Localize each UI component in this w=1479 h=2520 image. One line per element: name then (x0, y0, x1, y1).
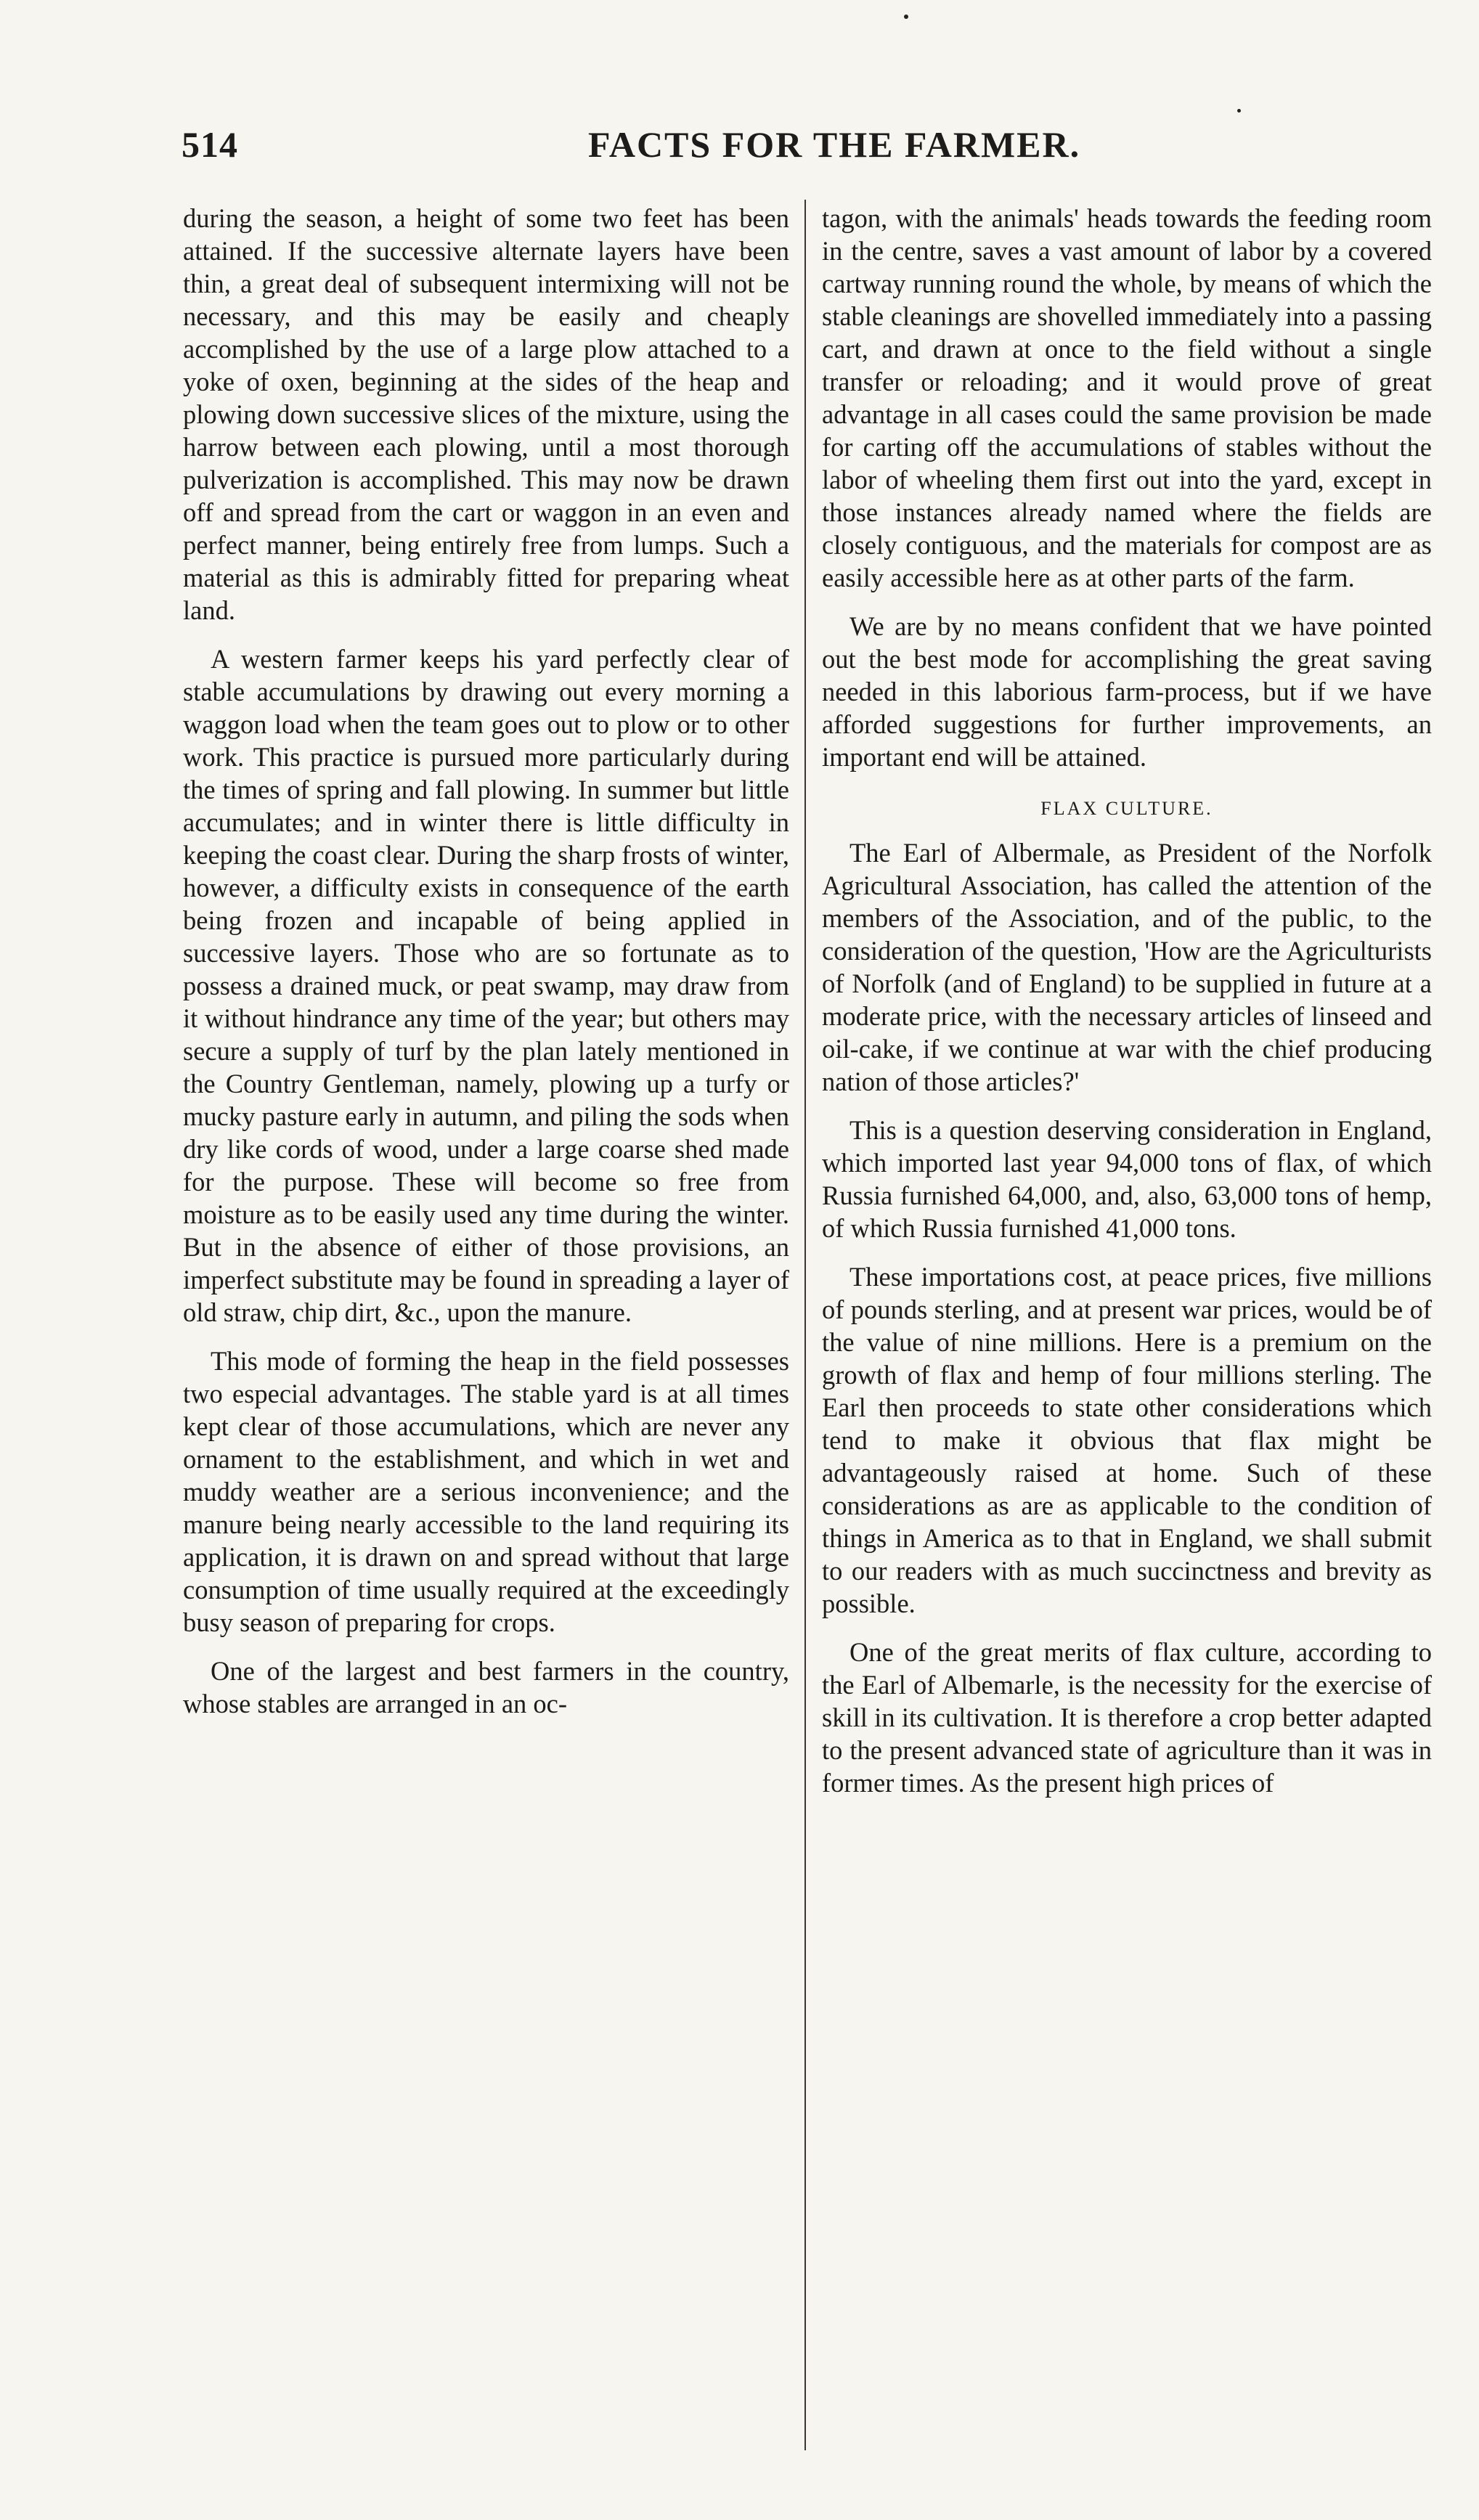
print-speck (904, 15, 908, 19)
page-number: 514 (182, 124, 238, 165)
paragraph: This is a question deserving consideration in England, which imported last year 94,000 tons of flax, of which Russia furnished 64,000, and, also, 63,000 tons of hemp, of which Russia furnished 41,000 tons. (822, 1115, 1432, 1243)
paragraph: We are by no means confident that we have pointed out the best mode for accomplishing the great saving needed in this laborious farm-process, but if we have afforded suggestions for further improvements, an important end will be attained. (822, 611, 1432, 772)
paragraph: One of the largest and best farmers in the country, whose stables are arranged in an oc- (183, 1656, 789, 1718)
paragraph: These importations cost, at peace prices, five millions of pounds sterling, and at present war prices, would be of the value of nine millions. Here is a premium on the growth of flax and hemp of four millions sterling. The Earl then proceeds to state other considerations which tend to make it obvious that flax might be advantageously raised at home. Such of these considerations as are as applicable to the condition of things in America as to that in England, we shall submit to our readers with as much succinctness and brevity as possible. (822, 1262, 1432, 1618)
running-title: FACTS FOR THE FARMER. (588, 124, 1081, 165)
paragraph: One of the great merits of flax culture, according to the Earl of Albemarle, is the necessity for the exercise of skill in its cultivation. It is therefore a crop better adapted to the present advanced state of agriculture than it was in former times. As the present high prices of (822, 1637, 1432, 1798)
paragraph: This mode of forming the heap in the field possesses two especial advantages. The stable yard is at all times kept clear of those accumulations, which are never any ornament to the establishment, and which in wet and muddy weather are a serious inconvenience; and the manure being nearly accessible to the land requiring its application, it is drawn on and spread without that large consumption of time usually required at the exceedingly busy season of preparing for crops. (183, 1346, 789, 1637)
right-column (822, 202, 1432, 1815)
print-speck (1237, 109, 1241, 113)
section-heading: FLAX CULTURE. (1040, 798, 1213, 819)
paragraph: The Earl of Albermale, as President of the Norfolk Agricultural Association, has called the attention of the members of the Association, and of the public, to the consideration of the question, 'How are the Agriculturists of Norfolk (and of England) to be supplied in future at a moderate price, with the necessary articles of linseed and oil-cake, if we continue at war with the chief producing nation of those articles?' (822, 838, 1432, 1096)
page-header (182, 123, 1438, 182)
paragraph: A western farmer keeps his yard perfectly clear of stable accumulations by drawing out every morning a waggon load when the team goes out to plow or to other work. This practice is pursued more particularly during the times of spring and fall plowing. In summer but little accumulates; and in winter there is little difficulty in keeping the coast clear. During the sharp frosts of winter, however, a difficulty exists in consequence of the earth being frozen and incapable of being applied in successive layers. Those who are so fortunate as to possess a drained muck, or peat swamp, may draw from it without hindrance any time of the year; but others may secure a supply of turf by the plan lately mentioned in the Country Gentleman, namely, plowing up a turfy or mucky pasture early in autumn, and piling the sods when dry like cords of wood, under a large coarse shed made for the purpose. These will become so free from moisture as to be easily used any time during the winter. But in the absence of either of those provisions, an imperfect substitute may be found in spreading a layer of old straw, chip dirt, &c., upon the manure. (183, 644, 789, 1327)
paragraph: during the season, a height of some two feet has been attained. If the successive alternate layers have been thin, a great deal of subsequent intermixing will not be necessary, and this may be easily and cheaply accomplished by the use of a large plow attached to a yoke of oxen, beginning at the sides of the heap and plowing down successive slices of the mixture, using the harrow between each plowing, until a most thorough pulverization is accomplished. This may now be drawn off and spread from the cart or waggon in an even and perfect manner, being entirely free from lumps. Such a material as this is admirably fitted for preparing wheat land. (183, 203, 789, 625)
column-divider (804, 200, 806, 2450)
left-column (183, 202, 789, 1736)
paragraph: tagon, with the animals' heads towards the feeding room in the centre, saves a vast amount of labor by a covered cartway running round the whole, by means of which the stable cleanings are shovelled immediately into a passing cart, and drawn at once to the field without a single transfer or reloading; and it would prove of great advantage in all cases could the same provision be made for carting off the accumulations of stables without the labor of wheeling them first out into the yard, except in those instances already named where the fields are closely contiguous, and the materials for compost are as easily accessible here as at other parts of the farm. (822, 203, 1432, 592)
